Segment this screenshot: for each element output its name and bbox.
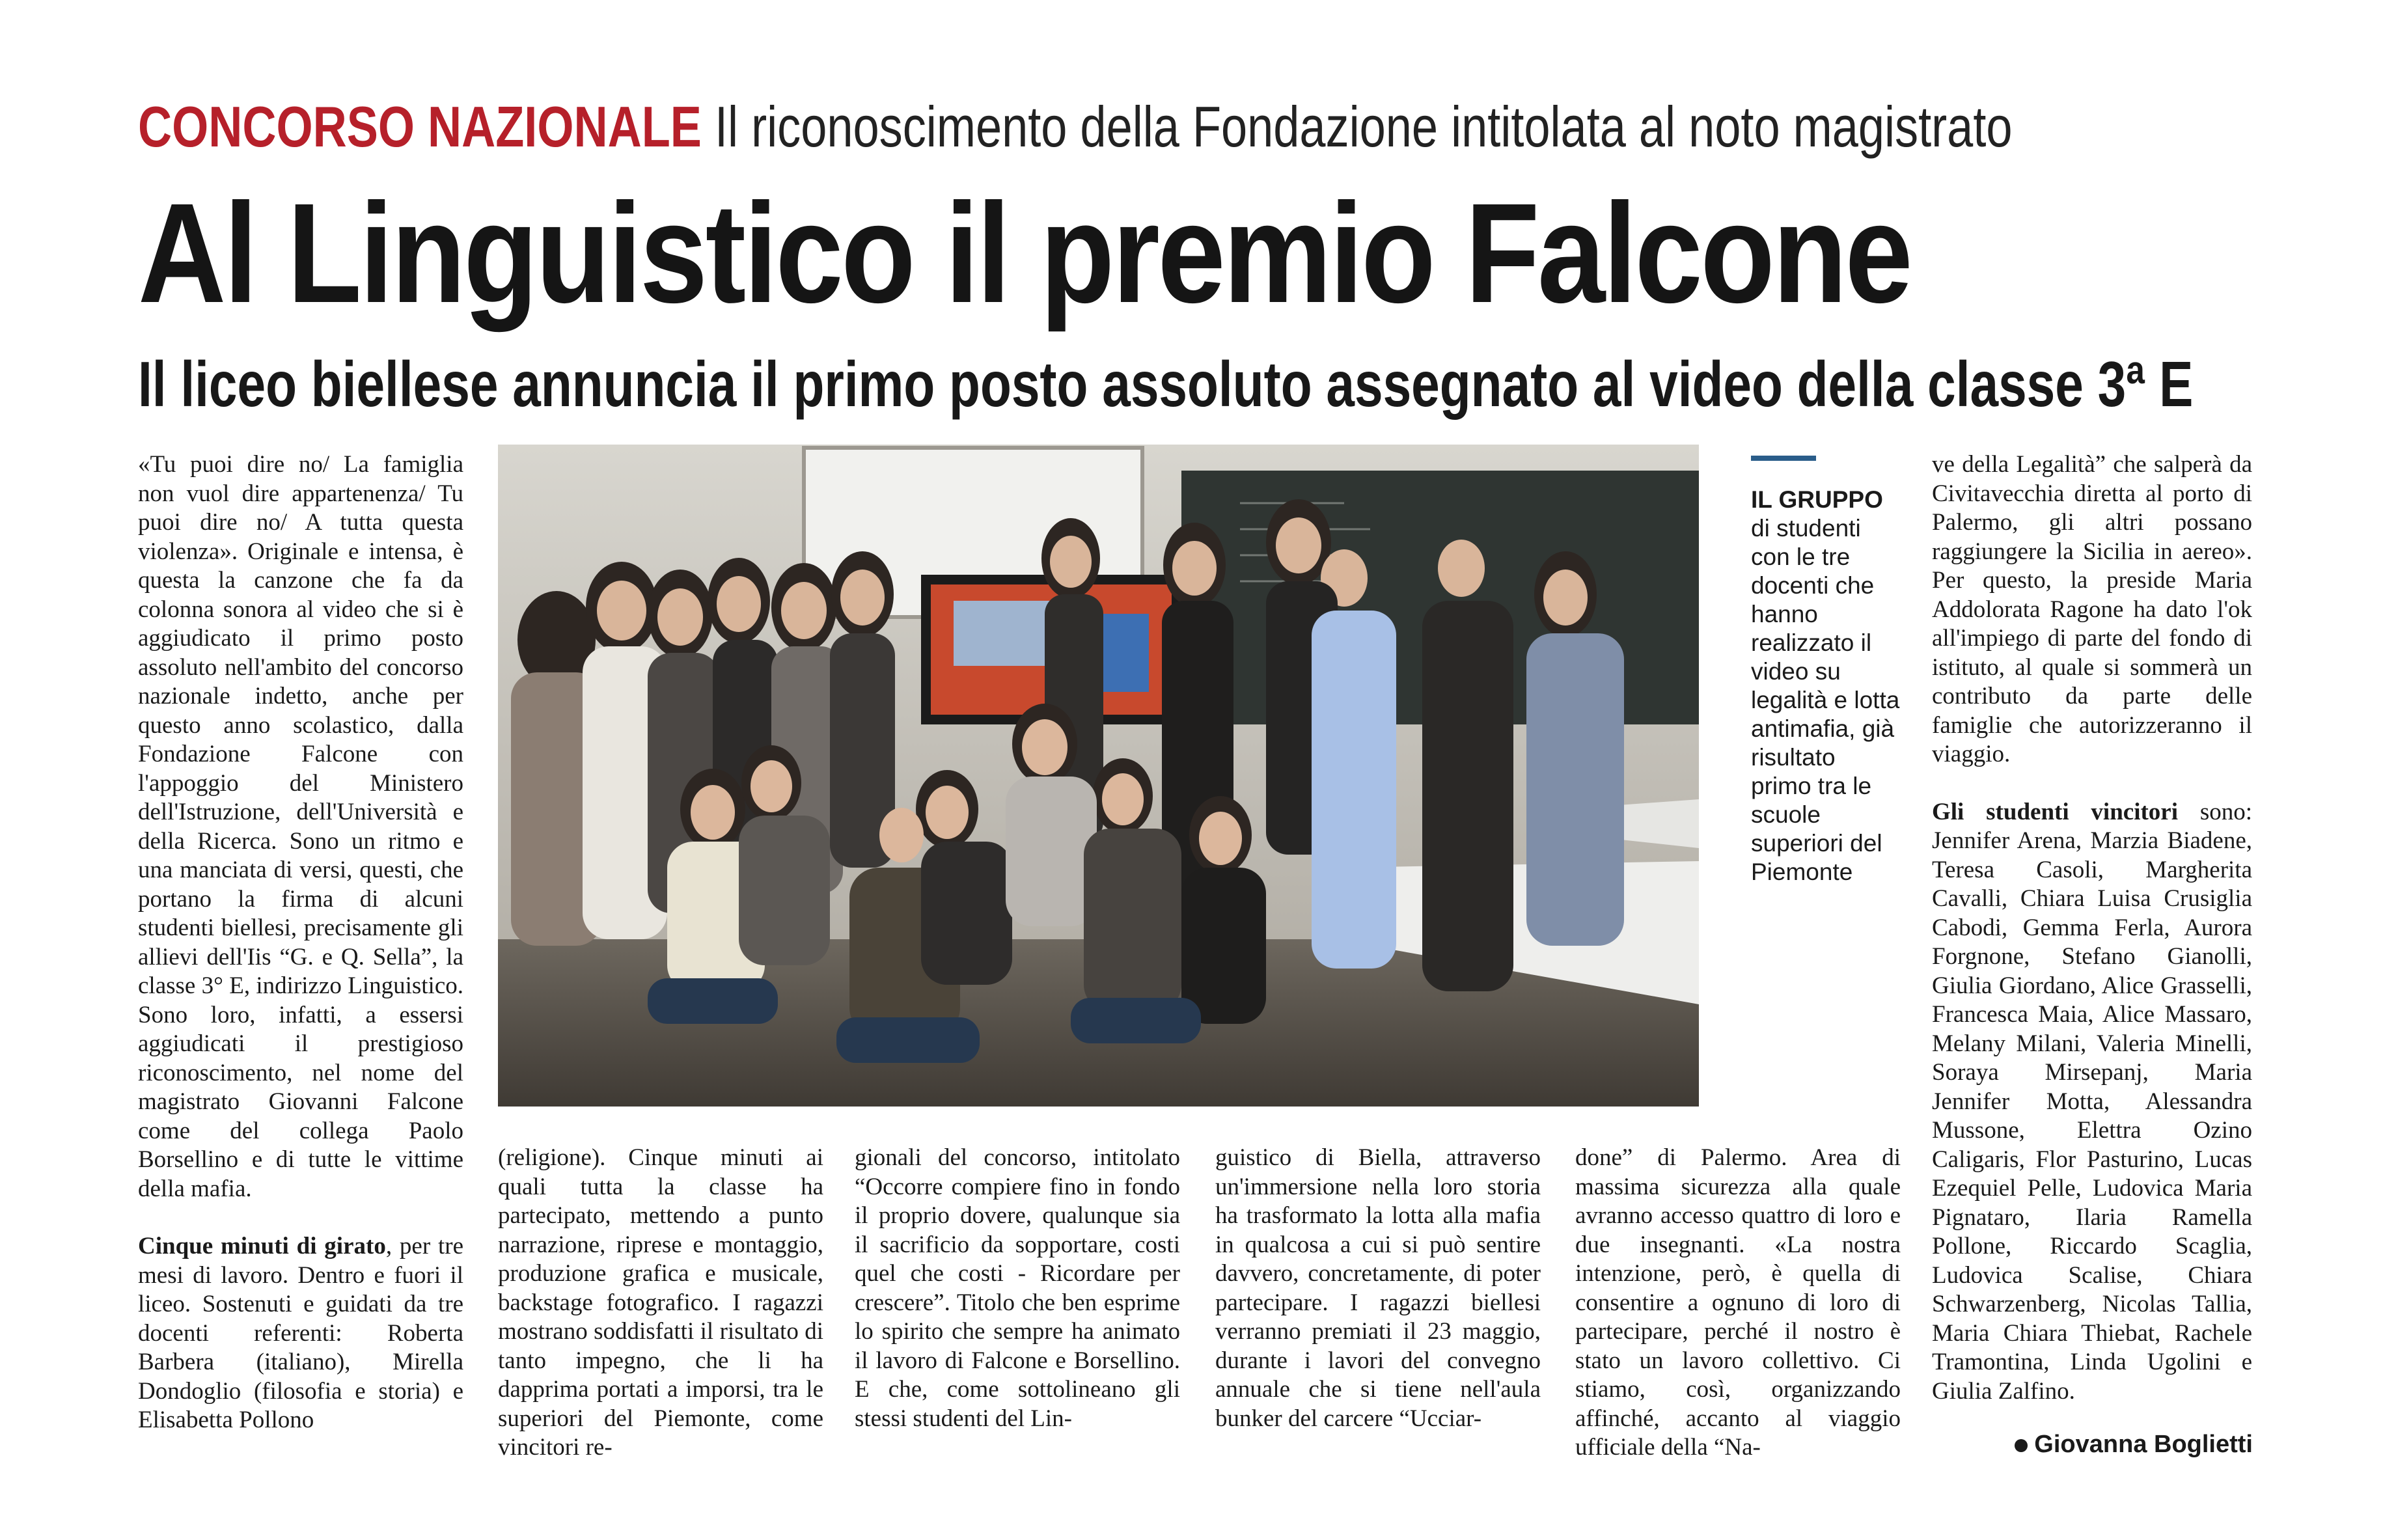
byline xyxy=(2015,1431,2253,1459)
byline-author: Giovanna Boglietti xyxy=(2034,1431,2253,1458)
headline: Al Linguistico il premio Falcone xyxy=(138,174,1911,333)
subheadline: Il liceo biellese annuncia il primo posto assoluto assegnato al video della classe 3ª E xyxy=(138,348,2194,420)
kicker-label: CONCORSO NAZIONALE xyxy=(138,94,702,159)
kicker-text: Il riconoscimento della Fondazione intitolata al noto magistrato xyxy=(714,94,2013,159)
article-column-6 xyxy=(1932,450,2252,1406)
col1-paragraph-2 xyxy=(138,1232,463,1435)
col4-text: guistico di Biella, attraverso un'immersione nella loro storia ha trasformato la lotta alla mafia in qualcosa a cui si può sentire davvero, concretamente, di poter partecipare. I ragazzi biellesi verranno premiati il 23 maggio, durante i lavori del convegno annuale che si tiene nell'aula bunker del carcere “Ucciar- xyxy=(1215,1144,1541,1432)
col1-paragraph-1: «Tu puoi dire no/ La famiglia non vuol dire appartenenza/ Tu puoi dire no/ A tutta questa violenza». Originale e intensa, è questa la canzone che fa da colonna sonora al video che si è aggiudicato il primo posto assoluto nell'ambito del concorso nazionale indetto, anche per questo anno scolastico, dalla Fondazione Falcone con l'appoggio del Ministero dell'Istruzione, dell'Università e della Ricerca. Sono un ritmo e una manciata di versi, questi, che portano la firma di alcuni studenti biellesi, precisamente gli allievi dell'Iis “G. e Q. Sella”, la classe 3° E, indirizzo Linguistico. Sono loro, infatti, a essersi aggiudicati il prestigioso riconoscimento, nel nome del magistrato Giovanni Falcone come del collega Paolo Borsellino e di tutte le vittime della mafia. xyxy=(138,451,463,1202)
article-column-2 xyxy=(498,1144,823,1463)
col1-lead-in: Cinque minuti di girato xyxy=(138,1233,386,1259)
col6-paragraph-2-text: sono: Jennifer Arena, Marzia Biadene, Teresa Casoli, Margherita Cavalli, Chiara Luisa Crusiglia Cabodi, Gemma Ferla, Aurora Forgnone, Stefano Gianolli, Giulia Giordano, Alice Grasselli, Francesca Maia, Alice Massaro, Melany Milani, Valeria Minelli, Soraya Mirsepanj, Maria Jennifer Motta, Alessandra Mussone, Elettra Ozino Caligaris, Flor Pasturino, Lucas Ezequiel Pelle, Ludovica Maria Pignataro, Ilaria Ramella Pollone, Riccardo Scaglia, Ludovica Scalise, Chiara Schwarzenberg, Nicolas Tallia, Maria Chiara Thiebat, Rachele Tramontina, Linda Ugolini e Giulia Zalfino. xyxy=(1932,798,2252,1405)
photo-caption xyxy=(1751,456,1901,887)
group-photo xyxy=(498,445,1699,1107)
col1-paragraph-2-text: , per tre mesi di lavoro. Dentro e fuori il liceo. Sostenuti e guidati da tre docenti referenti: Roberta Barbera (italiano), Mirella Dondoglio (filosofia e storia) e Elisabetta Pollono xyxy=(138,1233,463,1433)
kicker xyxy=(138,91,2013,163)
article-column-3 xyxy=(855,1144,1180,1433)
article-column-4 xyxy=(1215,1144,1541,1433)
col6-lead-in: Gli studenti vincitori xyxy=(1932,798,2179,825)
col6-paragraph-1: ve della Legalità” che salperà da Civitavecchia diretta al porto di Palermo, gli altri possano raggiungere la Sicilia in aereo». Per questo, la preside Maria Addolorata Ragone ha dato l'ok all'impiego di parte del fondo di istituto, al quale si sommerà un contributo da parte delle famiglie che autorizzeranno il viaggio. xyxy=(1932,451,2252,767)
article-column-5 xyxy=(1575,1144,1901,1463)
col3-text: gionali del concorso, intitolato “Occorre compiere fino in fondo il proprio dovere, qualunque sia il sacrificio da sopportare, costi quel che costi - Ricordare per crescere”. Titolo che ben esprime lo spirito che sempre ha animato il lavoro di Falcone e Borsellino. E che, come sottolineano gli stessi studenti del Lin- xyxy=(855,1144,1180,1432)
caption-rule xyxy=(1751,456,1816,461)
col2-text: (religione). Cinque minuti ai quali tutta la classe ha partecipato, mettendo a punto narrazione, riprese e montaggio, produzione grafica e musicale, backstage fotografico. I ragazzi mostrano soddisfatti il risultato di tanto impegno, che li ha dapprima portati a imporsi, tra le superiori del Piemonte, come vincitori re- xyxy=(498,1144,823,1461)
byline-bullet-icon xyxy=(2015,1439,2028,1452)
col6-paragraph-2 xyxy=(1932,798,2252,1407)
col5-text: done” di Palermo. Area di massima sicurezza alla quale avranno accesso quattro di loro e due insegnanti. «La nostra intenzione, però, è quella di consentire a ognuno di loro di partecipare, perché il nostro è stato un lavoro collettivo. Ci stiamo, così, organizzando affinché, accanto al viaggio ufficiale della “Na- xyxy=(1575,1144,1901,1461)
caption-text: di studenti con le tre docenti che hanno realizzato il video su legalità e lotta antimafia, già risultato primo tra le scuole superiori del Piemonte xyxy=(1751,515,1900,885)
article-column-1 xyxy=(138,450,463,1435)
caption-label: IL GRUPPO xyxy=(1751,486,1883,513)
